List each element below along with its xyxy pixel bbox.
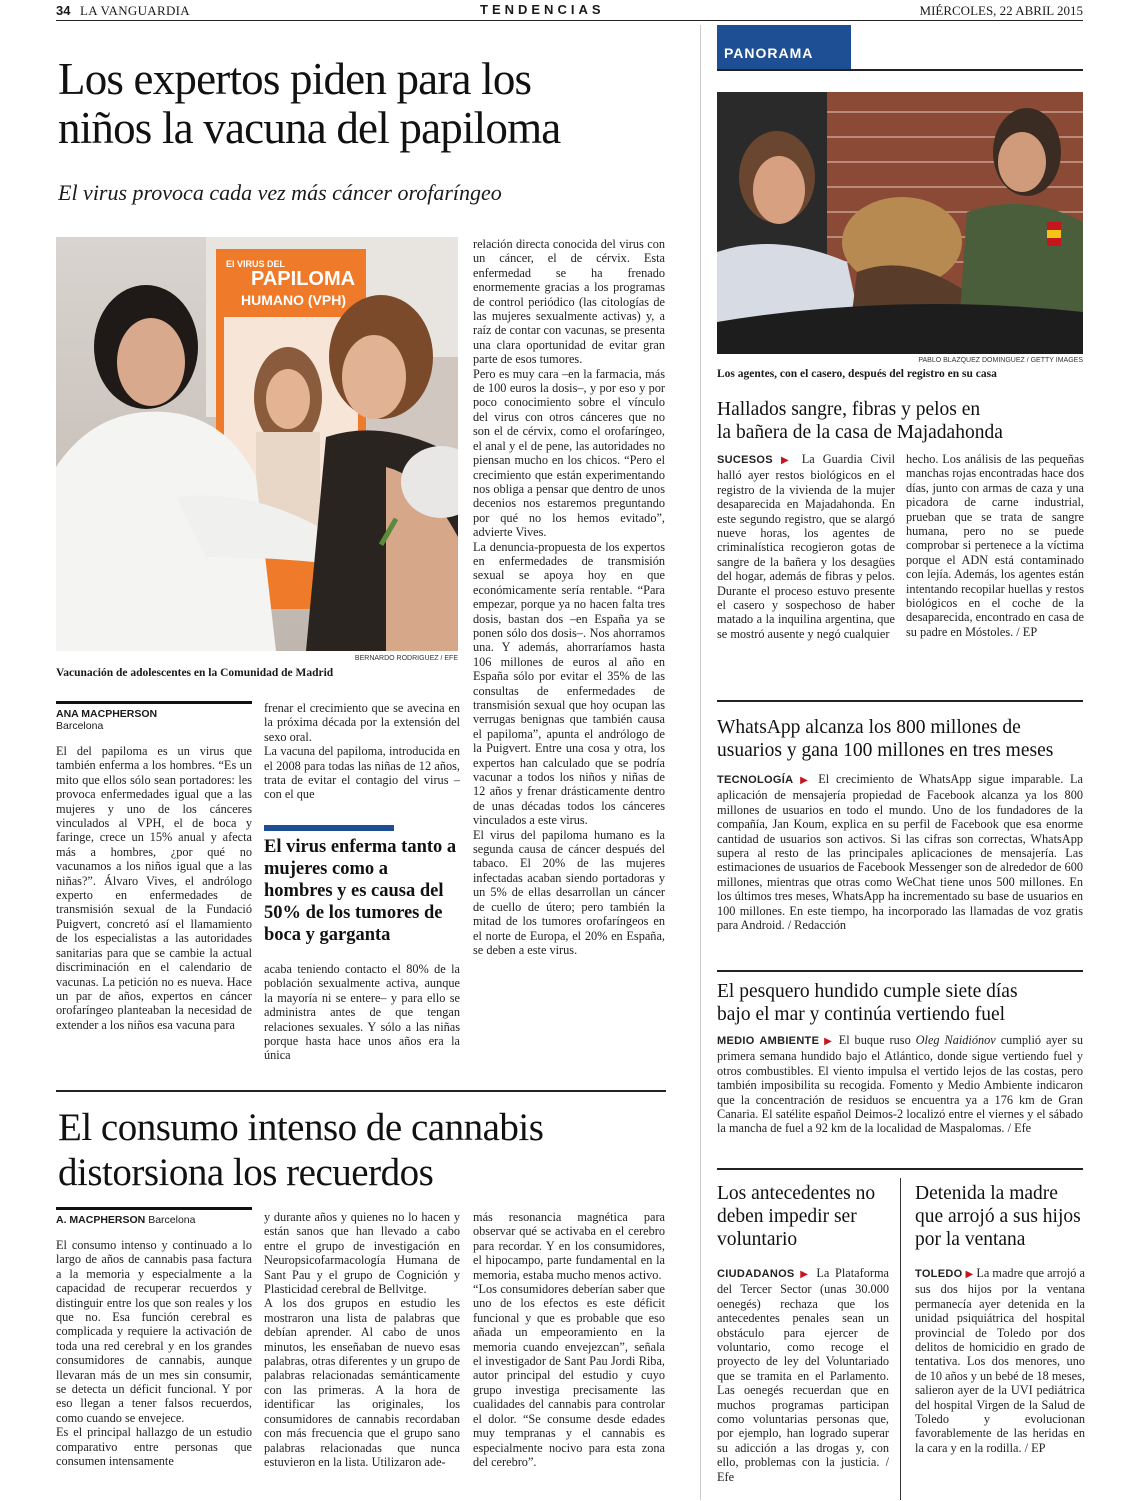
poster-text-line1: El VIRUS DEL: [226, 259, 286, 269]
story2-headline: [58, 1105, 678, 1195]
issue-date: MIÉRCOLES, 22 ABRIL 2015: [919, 3, 1083, 18]
photo1-credit: BERNARDO RODRÍGUEZ / EFE: [354, 655, 458, 662]
brief2-headline-line2: usuarios y gana 100 millones en tres meses: [717, 740, 1054, 761]
story1-byline: [56, 701, 252, 732]
brief-divider-2: [717, 970, 1083, 972]
vaccination-photo: [56, 237, 458, 651]
brief-divider-1: [717, 700, 1083, 702]
brief4-headline: Los antecedentes no deben impedir ser voluntario: [717, 1183, 876, 1250]
story2-headline-line1: El consumo intenso de cannabis: [58, 1106, 544, 1149]
civil-guard-photo: [717, 92, 1083, 354]
brief5-tag: TOLEDO: [915, 1268, 963, 1280]
brief-divider-3: [717, 1168, 1083, 1170]
brief3-headline-line2: bajo el mar y continúa vertiendo fuel: [717, 1004, 1006, 1025]
page-number: 34: [56, 3, 71, 18]
story2-col1: El consumo intenso y continuado a lo largo de años de cannabis pasa factura a la memoria y especialmente a la capacidad de recuperar recuerdos y distinguir entre los que son reales y los que no. Esa función cerebral es complicada y requiere la activación de toda una red cerebral y en los grandes consumidores de cannabis, aunque llevaran más de un mes sin consumir, se detecta un déficit funcional. Y por eso llegan a tener falsos recuerdos, como cuando se envejece. Es el principal hallazgo de un estudio comparativo entre personas que consumen intensamente: [56, 1238, 252, 1469]
story2-byline-box: [56, 1207, 252, 1226]
story1-col1: El del papiloma es un virus que también enferma a los hombres. “Es un mito que ellos sólo sean portadores: les provoca enfermedades igual que a las mujeres y uno de los cánceres vinculados al VPH, el de boca y faringe, crece un 15% anual y afecta más a hombres, ¿por qué no vacunamos a los niños igual que a las niñas?”. Álvaro Vives, el andrólogo experto en enfermedades de transmisión sexual de la Fundació Puigvert, concretó así el llamamiento de los especialistas a las autoridades sanitarias para que se cambie la actual discriminación en el calendario de vacunas. La petición no es nueva. Hace un par de años, expertos en cáncer orofaríngeo planteaban la necesidad de extender a los niños esa vacuna para: [56, 744, 252, 1032]
story1-headline: [58, 55, 698, 153]
story2-byline: [56, 1207, 252, 1227]
story2-byline-city: Barcelona: [148, 1214, 196, 1226]
brief3-headline-line1: El pesquero hundido cumple siete días: [717, 981, 1018, 1002]
section-name: TENDENCIAS: [480, 2, 605, 17]
story1-col2-bottom: acaba teniendo contacto el 80% de la población sexualmente activa, aunque la mayoría ni se entere– y para ello se administra antes de que tengan relaciones sexuales. Y sólo a las niñas porque hasta hace unos años era la única: [264, 962, 460, 1063]
panorama-top-rule: [717, 69, 1083, 71]
brief-column-separator: [900, 1178, 901, 1500]
brief3-text-after: cumplió ayer su primera semana hundido bajo el Atlántico, donde sigue vertiendo fuel y otros combustibles. El viento impulsa el vertido lejos de las costas, pero también imposibilita su recogida. Fomento y Medio Ambiente indicaron que la concentración de residuos se encuentra ya a 176 km de Gran Canaria. El satélite español Deimos-2 localizó entre el viernes y el sábado la mancha de fuel a 92 km de la localidad de Maspalomas. / Efe: [717, 1033, 1083, 1136]
brief3-headline: [717, 980, 1087, 1026]
brief1-headline: [717, 398, 1087, 444]
photo1-caption: Vacunación de adolescentes en la Comunidad de Madrid: [56, 667, 334, 679]
story1-pullquote: El virus enferma tanto a mujeres como a hombres y es causa del 50% de los tumores de boca y garganta: [264, 837, 457, 945]
story2-col3: más resonancia magnética para observar qué se activaba en el cerebro para recordar. Y en los consumidores, el hipocampo, parte fundamental en la memoria, estaba mucho menos activo. “Los consumidores deberían saber que uno de los efectos es este déficit funcional y que es probable que eso añada un empeoramiento en la memoria cuando envejezcan”, señala el investigador de Sant Pau Jordi Riba, autor principal del estudio y cuyo grupo investiga precisamente las cualidades del cannabis para controlar el dolor. “Se consume desde edades muy tempranas y el cannabis es especialmente nocivo para esta zona del cerebro”.: [473, 1210, 665, 1469]
photo2-caption: Los agentes, con el casero, después del registro en su casa: [717, 368, 997, 380]
brief2-text: El crecimiento de WhatsApp sigue imparable. La aplicación de mensajería propiedad de Facebook alcanza ya los 800 millones de usuarios en todo el mundo. Uno de los fundadores de la compañía, Jan Koum, explica en su perfil de Facebook que esa enorme cantidad de usuarios son activos. Si las cifras son correctas, WhatsApp supera al resto de las principales aplicaciones de mensajería. Las estimaciones de usuarios de Facebook Messenger son de alrededor de 600 millones, mientras que otras como WeChat tiene unos 500 millones. En los últimos tres meses, WhatsApp ha incrementado su base de usuarios en 100 millones. En este tiempo, ha incorporado las llamadas de voz gratis para Android. / Redacción: [717, 772, 1083, 933]
brief5-headline: Detenida la madre que arrojó a sus hijos por la ventana: [915, 1183, 1081, 1250]
poster-text-line3: HUMANO (VPH): [241, 292, 346, 308]
tag-arrow-icon: ▶: [780, 455, 794, 466]
story-divider: [56, 1090, 666, 1092]
tag-arrow-icon: ▶: [965, 1269, 974, 1280]
photo2-credit: PABLO BLÁZQUEZ DOMÍNGUEZ / GETTY IMAGES: [918, 357, 1083, 364]
brief2-headline-line1: WhatsApp alcanza los 800 millones de: [717, 717, 1021, 738]
brief2-headline: [717, 716, 1092, 762]
brief3-ship-name: Oleg Naidiónov: [915, 1033, 996, 1047]
brief2-body: [717, 772, 1083, 964]
brief4-tag: CIUDADANOS: [717, 1268, 795, 1280]
brief4-text: La Plataforma del Tercer Sector (unas 30.000 oenegés) rechaza que los antecedentes penales sean un obstáculo para ejercer de voluntario, como recoge el proyecto de ley del Voluntariado que se tramita en el Parlamento. Las oenegés recuerdan que en muchos programas participan como voluntarias personas que, por ejemplo, han logrado superar su adicción a las drogas y, con ello, problemas con la justicia. / Efe: [717, 1266, 889, 1484]
pullquote-bar: [264, 825, 394, 831]
story1-byline-city: Barcelona: [56, 720, 104, 732]
story1-subhead: El virus provoca cada vez más cáncer orofaríngeo: [58, 180, 502, 205]
brief1-headline-line1: Hallados sangre, fibras y pelos en: [717, 399, 981, 420]
brief1-text-col1: La Guardia Civil halló ayer restos biológicos en el registro de la vivienda de la mujer desaparecida en Majadahonda. En este segundo registro, que se alargó nueve horas, los agentes de criminalística recogieron gotas de sangre de la bañera y los desagües del hogar, además de fibras y pelos. Durante el proceso estuvo presente el casero y sospechoso de haber matado a la inquilina argentina, que se mostró ausente y negó cualquier: [717, 452, 895, 641]
brief4-body: [717, 1266, 889, 1500]
tag-arrow-icon: ▶: [800, 1269, 811, 1280]
poster-text-line2: PAPILOMA: [251, 268, 356, 290]
story1-col2-top: frenar el crecimiento que se avecina en la próxima década por la extensión del sexo oral. La vacuna del papiloma, introducida en el 2008 para todas las niñas de 12 años, trata de evitar el contagio del virus –con el que: [264, 701, 460, 802]
brief3-text-before: El buque ruso: [838, 1033, 916, 1047]
panorama-label: PANORAMA: [717, 25, 851, 69]
tag-arrow-icon: ▶: [800, 775, 812, 786]
brief5-text: La madre que arrojó a sus dos hijos por la ventana permanecía ayer detenida en la unidad psiquiátrica del hospital provincial de Toledo por dos delitos de homicidio en grado de tentativa. Los dos menores, uno de 10 años y un bebé de 18 meses, salieron ayer de la UVI pediátrica del hospital Virgen de la Salud de Toledo y evolucionan favorablemente de las heridas en la cara y en la rodilla. / EP: [915, 1266, 1085, 1455]
brief1-tag: SUCESOS: [717, 454, 773, 466]
brief3-body: [717, 1033, 1083, 1161]
story1-byline-name: ANA MACPHERSON: [56, 701, 252, 720]
newspaper-name: LA VANGUARDIA: [80, 3, 190, 18]
story2-byline-name: A. MACPHERSON: [56, 1214, 146, 1226]
brief1-col1: [717, 452, 895, 692]
brief3-tag: MEDIO AMBIENTE: [717, 1035, 820, 1047]
story1-headline-line1: Los expertos piden para los: [58, 55, 532, 104]
brief1-headline-line2: la bañera de la casa de Majadahonda: [717, 422, 1003, 443]
tag-arrow-icon: ▶: [824, 1036, 834, 1047]
panorama-separator: [700, 25, 701, 1500]
header-rule: [56, 20, 1083, 21]
brief2-tag: TECNOLOGÍA: [717, 774, 794, 786]
story2-col2: y durante años y quienes no lo hacen y están sanos que han llevado a cabo entre el grupo de investigación en Neuropsicofarmacología Humana de Sant Pau y el grupo de Cognición y Plasticidad cerebral de Bellvitge. A los dos grupos en estudio les mostraron una lista de palabras que debían aprender. Al cabo de unos minutos, les enseñaban de nuevo esas palabras, otras diferentes y un grupo de palabras relacionadas semánticamente con las primeras. A la hora de identificar las originales, los consumidores de cannabis recordaban con más frecuencia que el grupo sano palabras relacionadas que nunca estuvieron en la lista. Utilizaron ade-: [264, 1210, 460, 1469]
brief1-col2: hecho. Los análisis de las pequeñas manchas rojas encontradas hace dos días, junto con armas de caza y una picadora de carne industrial, prueban que se trata de sangre humana, pero no se puede comprobar si pertenece a la víctima porque el ADN está contaminado con lejía. Además, los agentes están intentando recopilar huellas y restos biológicos en el coche de la desaparecida, encontrado en casa de su padre en Móstoles. / EP: [906, 452, 1084, 639]
brief5-body: [915, 1266, 1085, 1500]
story2-headline-line2: distorsiona los recuerdos: [58, 1151, 434, 1194]
story1-headline-line2: niños la vacuna del papiloma: [58, 103, 561, 153]
story1-col3: relación directa conocida del virus con un cáncer, el de cérvix. Esta enfermedad se ha frenado enormemente gracias a los programas de control periódico (las citologías de las mujeres sexualmente activas) y, a raíz de contar con vacunas, se presenta una clara oportunidad de evitar gran parte de esos tumores. Pero es muy cara –en la farmacia, más de 100 euros la dosis–, y por eso y por poco conocimiento sobre el vínculo del virus con otros cánceres que no son el de cérvix, como el orofaríngeo, el anal y el de pene, las autoridades no piensan mucho en los chicos. “Pero el crecimiento que están experimentando nos obliga a pensar que dentro de unos decenios nos estaremos preguntando por qué no los hemos evitado”, advierte Vives. La denuncia-propuesta de los expertos en enfermedades de transmisión sexual se apoya hoy en que económicamente sería rentable. “Para empezar, porque ya no hacen falta tres dosis, bastan dos –en España ya se ponen sólo dos dosis–. Nos ahorramos una. Y además, ahorraríamos hasta 106 millones de euros al año en España sólo por evitar el 35% de las consultas de enfermedades de transmisión sexual que hoy ocupan las verrugas benignas que también causa el papiloma”, apunta el andrólogo de la Puigvert. Entre una cosa y otra, los expertos han calculado que se podría vacunar a todos los niños y niñas de 12 años y frenar drásticamente dentro de unas décadas todos los cánceres vinculados a este virus. El virus del papiloma humano es la segunda causa de cáncer después del tabaco. El 20% de las mujeres infectadas acaban siendo portadoras y un 5% de ellas desarrollan un cáncer de cuello de útero; pero también la mitad de los tumores orofaríngeos en el norte de Europa, el 20% en España, se deben a este virus.: [473, 237, 665, 957]
